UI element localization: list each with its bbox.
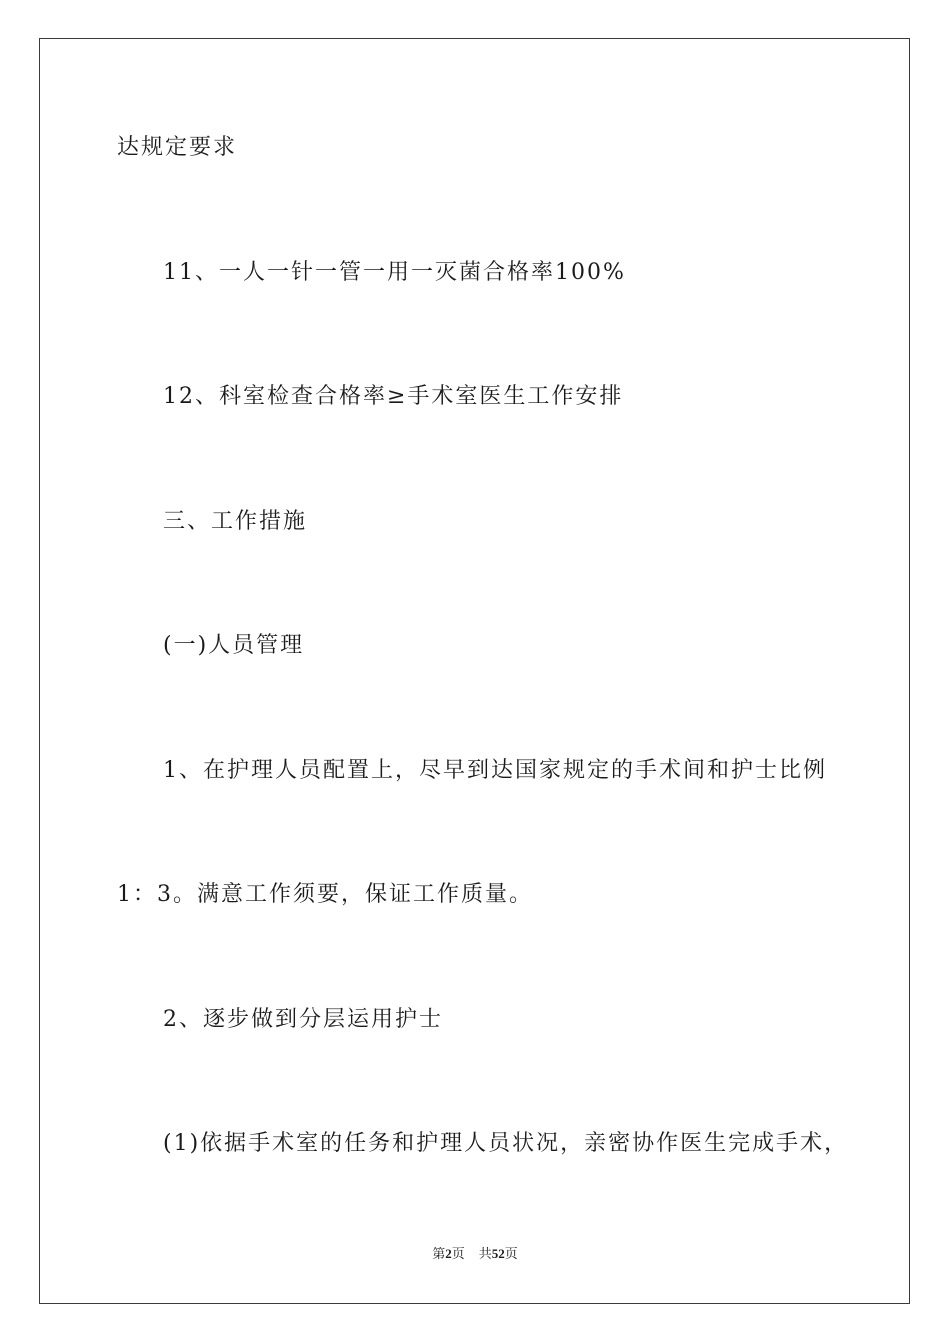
- footer-page-prefix: 第: [432, 1247, 446, 1262]
- text-line-2: 11、一人一针一管一用一灭菌合格率100%: [163, 260, 626, 285]
- footer-page-suffix: 页: [451, 1247, 465, 1262]
- footer-page-total: 52: [491, 1246, 505, 1261]
- section-heading: 三、工作措施: [163, 509, 308, 534]
- subsection-heading: (一)人员管理: [163, 633, 305, 658]
- page-footer: [0, 1245, 950, 1264]
- text-line-3: 12、科室检查合格率≥手术室医生工作安排: [163, 384, 624, 409]
- text-line-7: 1：3。满意工作须要，保证工作质量。: [117, 882, 533, 907]
- text-line-6: 1、在护理人员配置上，尽早到达国家规定的手术间和护士比例: [163, 758, 827, 783]
- page-border: [39, 38, 910, 1304]
- text-line-9: (1)依据手术室的任务和护理人员状况，亲密协作医生完成手术，: [163, 1131, 849, 1156]
- footer-total-prefix: 共: [478, 1247, 492, 1262]
- text-line-1: 达规定要求: [117, 135, 238, 160]
- text-line-8: 2、逐步做到分层运用护士: [163, 1007, 443, 1032]
- footer-page-current: 2: [445, 1246, 452, 1261]
- footer-total-suffix: 页: [504, 1247, 518, 1262]
